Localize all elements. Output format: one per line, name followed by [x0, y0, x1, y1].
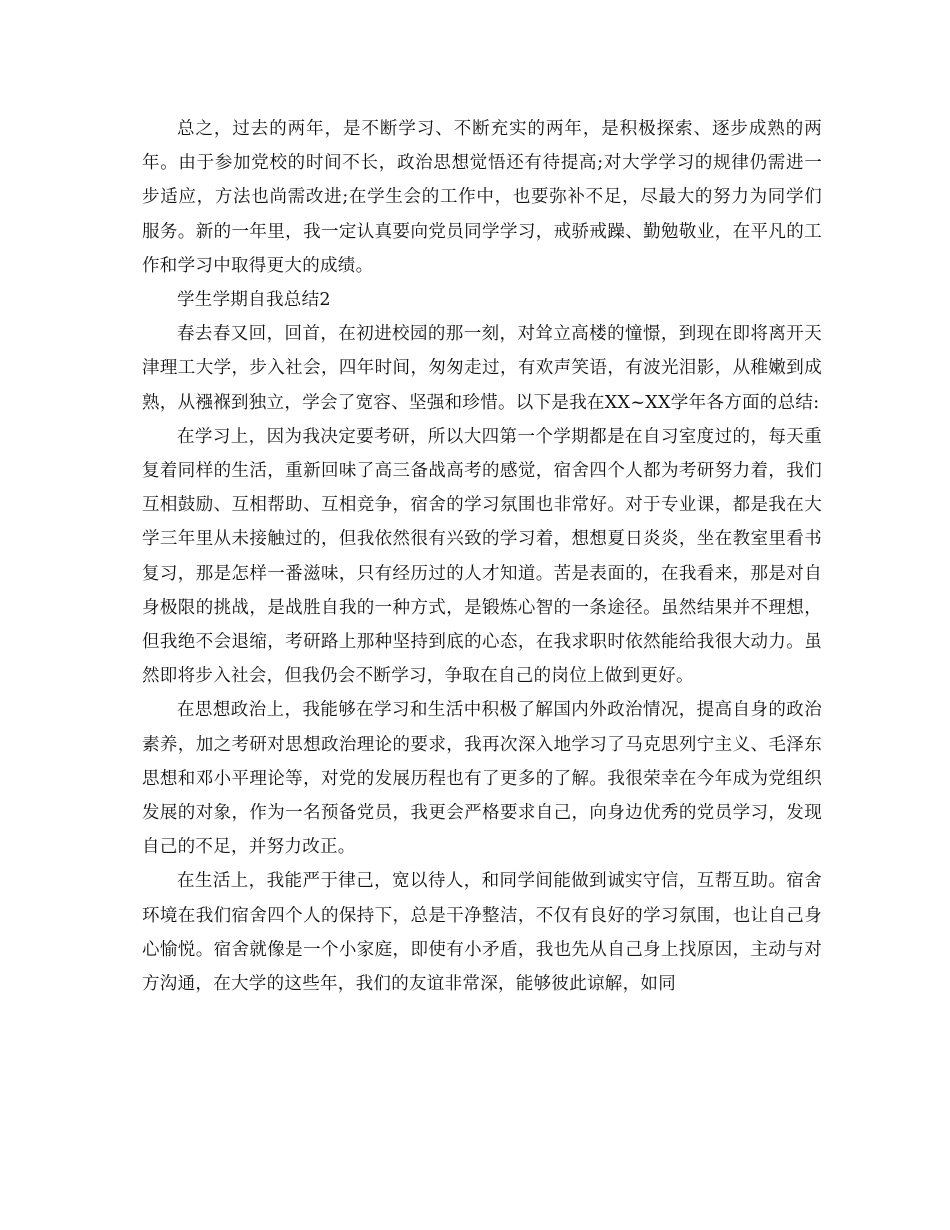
- life-paragraph: 在生活上，我能严于律己，宽以待人，和同学间能做到诚实守信，互帮互助。宿舍环境在我们宿舍四个人的保持下，总是干净整洁，不仅有良好的学习氛围，也让自己身心愉悦。宿舍就像是一个小家庭，即使有小矛盾，我也先从自己身上找原因，主动与对方沟通，在大学的这些年，我们的友谊非常深，能够彼此谅解，如同: [142, 871, 822, 995]
- study-paragraph: 在学习上，因为我决定要考研，所以大四第一个学期都是在自习室度过的，每天重复着同样的生活，重新回味了高三备战高考的感觉，宿舍四个人都为考研努力着，我们互相鼓励、互相帮助、互相竞争，宿舍的学习氛围也非常好。对于专业课，都是我在大学三年里从未接触过的，但我依然很有兴致的学习着，想想夏日炎炎，坐在教室里看书复习，那是怎样一番滋味，只有经历过的人才知道。苦是表面的，在我看来，那是对自身极限的挑战，是战胜自我的一种方式，是锻炼心智的一条途径。虽然结果并不理想，但我绝不会退缩，考研路上那种坚持到底的心态，在我求职时依然能给我很大动力。虽然即将步入社会，但我仍会不断学习，争取在自己的岗位上做到更好。: [142, 426, 822, 687]
- summary-paragraph: 总之，过去的两年，是不断学习、不断充实的两年，是积极探索、逐步成熟的两年。由于参加党校的时间不长，政治思想觉悟还有待提高;对大学学习的规律仍需进一步适应，方法也尚需改进;在学生会的工作中，也要弥补不足，尽最大的努力为同学们服务。新的一年里，我一定认真要向党员同学学习，戒骄戒躁、勤勉敬业，在平凡的工作和学习中取得更大的成绩。: [142, 119, 822, 276]
- document-page: [142, 112, 822, 1001]
- politics-paragraph: 在思想政治上，我能够在学习和生活中积极了解国内外政治情况，提高自身的政治素养，加之考研对思想政治理论的要求，我再次深入地学习了马克思列宁主义、毛泽东思想和邓小平理论等，对党的发展历程也有了更多的了解。我很荣幸在今年成为党组织发展的对象，作为一名预备党员，我更会严格要求自己，向身边优秀的党员学习，发现自己的不足，并努力改正。: [142, 700, 822, 858]
- intro-paragraph: 春去春又回，回首，在初进校园的那一刻，对耸立高楼的憧憬，到现在即将离开天津理工大学，步入社会，四年时间，匆匆走过，有欢声笑语，有波光泪影，从稚嫩到成熟，从襁褓到独立，学会了宽容、坚强和珍惜。以下是我在XX~XX学年各方面的总结:: [142, 324, 822, 413]
- section-title: 学生学期自我总结2: [177, 290, 331, 311]
